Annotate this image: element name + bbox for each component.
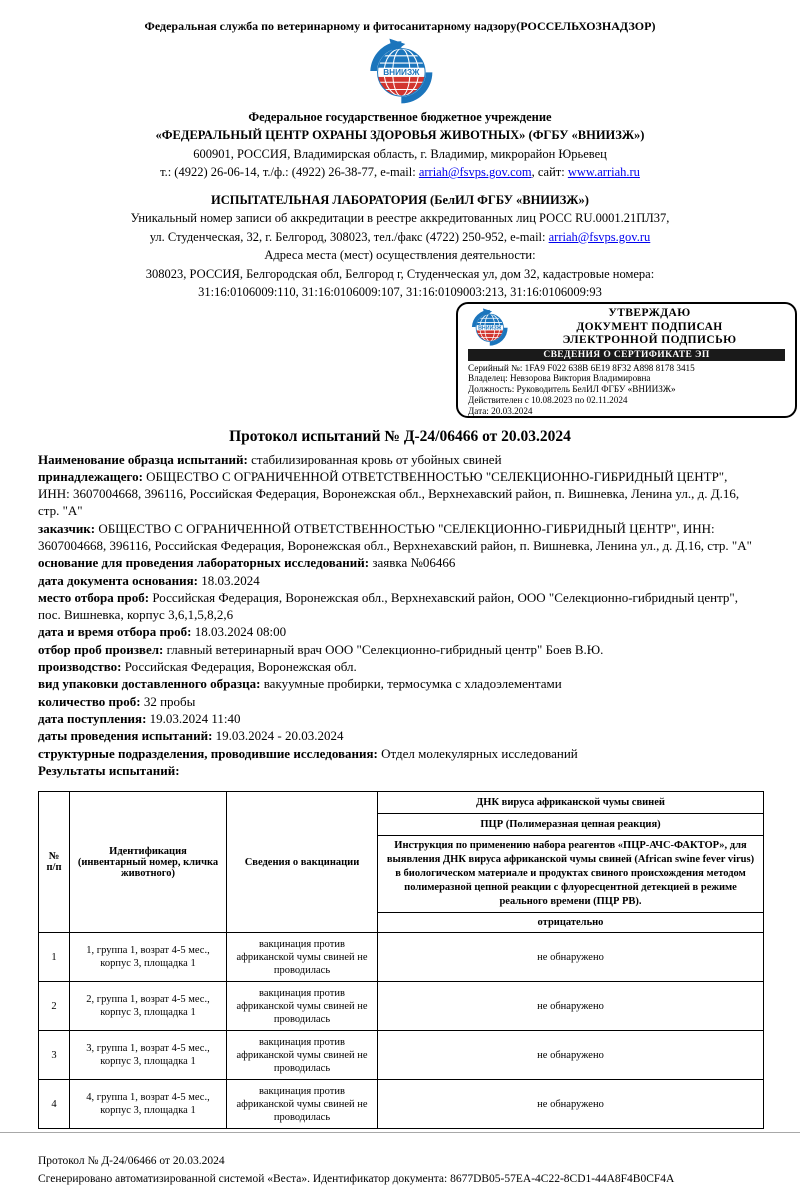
field-label: количество проб: bbox=[38, 693, 141, 709]
field-label: Наименование образца испытаний: bbox=[38, 451, 248, 467]
field-value: заявка №06466 bbox=[369, 555, 456, 571]
stamp-position: Должность: Руководитель БелИЛ ФГБУ «ВНИИЗЖ» bbox=[468, 384, 676, 395]
col-header-test-method-full: Инструкция по применению набора реагентов «ПЦР-АЧС-ФАКТОР», для выявления ДНК вируса африканской чумы свиней (African swine fever virus) в биологическом материале и продуктах свиного происхождения методом полимеразной цепной реакции с флуоресцентной детекцией в режиме реального времени (ПЦР РВ). bbox=[378, 836, 764, 913]
document-field bbox=[38, 554, 762, 571]
stamp-signed-line2: ЭЛЕКТРОННОЙ ПОДПИСЬЮ bbox=[562, 334, 737, 346]
stamp-logo-text: ВНИИЗЖ bbox=[478, 325, 502, 332]
col-header-vaccination: Сведения о вакцинации bbox=[227, 792, 378, 933]
cell-vaccination: вакцинация против африканской чумы свиней не проводилась bbox=[227, 1031, 378, 1080]
document-field bbox=[38, 451, 762, 468]
col-header-test-method-short: ПЦР (Полимеразная цепная реакция) bbox=[378, 814, 764, 836]
field-value: 18.03.2024 bbox=[197, 572, 260, 588]
footer-protocol-number: Протокол № Д-24/06466 от 20.03.2024 bbox=[38, 1155, 225, 1168]
institution-address: 600901, РОССИЯ, Владимирская область, г. Владимир, микрорайон Юрьевец bbox=[193, 146, 607, 161]
field-label: вид упаковки доставленного образца: bbox=[38, 676, 261, 692]
field-value: 18.03.2024 08:00 bbox=[191, 624, 287, 640]
cell-result: не обнаружено bbox=[378, 1080, 764, 1129]
stamp-certificate-bar: СВЕДЕНИЯ О СЕРТИФИКАТЕ ЭП bbox=[468, 349, 785, 361]
document-field bbox=[38, 710, 762, 727]
field-label: дата и время отбора проб: bbox=[38, 624, 192, 640]
lab-email-link[interactable]: arriah@fsvps.gov.ru bbox=[548, 229, 651, 244]
lab-activity-address: 308023, РОССИЯ, Белгородская обл, Белгород г, Студенческая ул, дом 32, кадастровые номера: bbox=[145, 266, 655, 281]
document-field bbox=[38, 641, 762, 658]
lab-address-text: ул. Студенческая, 32, г. Белгород, 308023, тел./факс (4722) 250-952, e-mail: bbox=[149, 229, 549, 244]
footer-generated-info: Сгенерировано автоматизированной системой «Веста». Идентификатор документа: 8677DB05-57EA-4C22-8CD1-44A8F4B0CF4A bbox=[38, 1172, 675, 1185]
cell-result: не обнаружено bbox=[378, 1031, 764, 1080]
stamp-vniizh-logo-icon bbox=[466, 308, 512, 346]
digital-signature-stamp bbox=[456, 302, 797, 418]
field-label: структурные подразделения, проводившие исследования: bbox=[38, 745, 378, 761]
contacts-text: т.: (4922) 26-06-14, т./ф.: (4922) 26-38-77, e-mail: bbox=[160, 165, 419, 179]
document-field bbox=[38, 589, 762, 624]
field-value: Отдел молекулярных исследований bbox=[377, 745, 578, 761]
document-field bbox=[38, 572, 762, 589]
field-value: ОБЩЕСТВО С ОГРАНИЧЕННОЙ ОТВЕТСТВЕННОСТЬЮ "СЕЛЕКЦИОННО-ГИБРИДНЫЙ ЦЕНТР", ИНН: 3607004668, 396116, Российская Федерация, Воронежская обл., Верхнехавский район, п. Вишневка, Ленина ул., д. Д.16, стр. "А" bbox=[38, 468, 740, 519]
field-value: вакуумные пробирки, термосумка с хладоэлементами bbox=[260, 676, 562, 692]
protocol-fields bbox=[38, 451, 762, 780]
cell-result: не обнаружено bbox=[378, 933, 764, 982]
stamp-titles bbox=[512, 307, 787, 348]
institution-website-link[interactable]: www.arriah.ru bbox=[567, 165, 640, 179]
table-row bbox=[39, 1031, 764, 1080]
lab-cadastral-numbers: 31:16:0106009:110, 31:16:0106009:107, 31:16:0109003:213, 31:16:0106009:93 bbox=[198, 285, 602, 299]
cell-num: 3 bbox=[39, 1031, 70, 1080]
stamp-date: Дата: 20.03.2024 bbox=[468, 406, 533, 417]
field-value: 19.03.2024 11:40 bbox=[146, 710, 241, 726]
lab-title: ИСПЫТАТЕЛЬНАЯ ЛАБОРАТОРИЯ (БелИЛ ФГБУ «ВНИИЗЖ») bbox=[211, 192, 589, 207]
stamp-owner: Владелец: Невзорова Виктория Владимировна bbox=[468, 373, 651, 384]
field-value: 19.03.2024 - 20.03.2024 bbox=[212, 728, 344, 744]
field-label: дата документа основания: bbox=[38, 572, 198, 588]
field-label: принадлежащего: bbox=[38, 468, 143, 484]
document-footer bbox=[38, 1153, 762, 1188]
agency-title: Федеральная служба по ветеринарному и фитосанитарному надзору(РОССЕЛЬХОЗНАДЗОР) bbox=[144, 19, 656, 33]
cell-vaccination: вакцинация против африканской чумы свиней не проводилась bbox=[227, 982, 378, 1031]
institution-name: «ФЕДЕРАЛЬНЫЙ ЦЕНТР ОХРАНЫ ЗДОРОВЬЯ ЖИВОТНЫХ» (ФГБУ «ВНИИЗЖ») bbox=[155, 128, 645, 142]
document-field bbox=[38, 727, 762, 744]
results-section-label: Результаты испытаний: bbox=[38, 762, 180, 778]
document-field bbox=[38, 693, 762, 710]
col-header-norm-value: отрицательно bbox=[378, 913, 764, 933]
field-label: даты проведения испытаний: bbox=[38, 728, 213, 744]
field-label: производство: bbox=[38, 659, 122, 675]
cell-vaccination: вакцинация против африканской чумы свиней не проводилась bbox=[227, 933, 378, 982]
institution-contacts bbox=[0, 163, 800, 182]
field-value: Российская Федерация, Воронежская обл. bbox=[121, 659, 357, 675]
field-label: отбор проб произвел: bbox=[38, 641, 164, 657]
col-header-num: № п/п bbox=[39, 792, 70, 933]
field-value: главный ветеринарный врач ООО "Селекционно-гибридный центр" Боев В.Ю. bbox=[163, 641, 604, 657]
table-row bbox=[39, 933, 764, 982]
col-header-identification: Идентификация (инвентарный номер, кличка животного) bbox=[70, 792, 227, 933]
vniizh-globe-logo bbox=[354, 38, 446, 104]
document-field bbox=[38, 658, 762, 675]
stamp-approve-label: УТВЕРЖДАЮ bbox=[608, 307, 691, 319]
document-field bbox=[38, 468, 762, 520]
table-row bbox=[39, 982, 764, 1031]
cell-num: 2 bbox=[39, 982, 70, 1031]
cell-identification: 2, группа 1, возрат 4-5 мес., корпус 3, площадка 1 bbox=[70, 982, 227, 1031]
cell-result: не обнаружено bbox=[378, 982, 764, 1031]
field-value: ОБЩЕСТВО С ОГРАНИЧЕННОЙ ОТВЕТСТВЕННОСТЬЮ "СЕЛЕКЦИОННО-ГИБРИДНЫЙ ЦЕНТР", ИНН: 3607004668, 396116, Российская Федерация, Воронежская обл., Верхнехавский район, п. Вишневка, Ленина ул., д. Д.16, стр. "А" bbox=[38, 520, 752, 553]
cell-num: 4 bbox=[39, 1080, 70, 1129]
stamp-signed-line1: ДОКУМЕНТ ПОДПИСАН bbox=[576, 320, 723, 333]
lab-activity-heading: Адреса места (мест) осуществления деятельности: bbox=[264, 248, 536, 262]
table-header-row bbox=[39, 792, 764, 814]
cell-num: 1 bbox=[39, 933, 70, 982]
field-label: заказчик: bbox=[38, 520, 96, 536]
logo-text: ВНИИЗЖ bbox=[383, 67, 420, 77]
field-label: дата поступления: bbox=[38, 710, 147, 726]
cell-vaccination: вакцинация против африканской чумы свиней не проводилась bbox=[227, 1080, 378, 1129]
document-field bbox=[38, 745, 762, 762]
document-field bbox=[38, 623, 762, 640]
results-table bbox=[38, 791, 764, 1129]
cell-identification: 3, группа 1, возрат 4-5 мес., корпус 3, площадка 1 bbox=[70, 1031, 227, 1080]
field-value: стабилизированная кровь от убойных свиней bbox=[247, 451, 502, 467]
lab-accreditation: Уникальный номер записи об аккредитации в реестре аккредитованных лиц РОСС RU.0001.21ПЛ37, bbox=[130, 211, 670, 225]
document-field bbox=[38, 675, 762, 692]
contacts-text: , сайт: bbox=[531, 165, 568, 179]
protocol-title: Протокол испытаний № Д-24/06466 от 20.03.2024 bbox=[229, 427, 571, 445]
institution-email-link[interactable]: arriah@fsvps.gov.com bbox=[418, 165, 532, 179]
cell-identification: 1, группа 1, возрат 4-5 мес., корпус 3, площадка 1 bbox=[70, 933, 227, 982]
document-field bbox=[38, 520, 762, 555]
stamp-validity: Действителен с 10.08.2023 по 02.11.2024 bbox=[468, 395, 628, 406]
stamp-header bbox=[466, 307, 787, 348]
institution-type: Федеральное государственное бюджетное учреждение bbox=[248, 109, 552, 124]
field-label: основание для проведения лабораторных исследований: bbox=[38, 555, 370, 571]
col-header-test-name: ДНК вируса африканской чумы свиней bbox=[378, 792, 764, 814]
stamp-serial-number: Серийный №: 1FA9 F022 638B 6E19 8F32 A898 8178 3415 bbox=[468, 362, 695, 373]
field-value: Российская Федерация, Воронежская обл., Верхнехавский район, ООО "Селекционно-гибридный центр", пос. Вишневка, корпус 3,6,1,5,8,2,6 bbox=[38, 589, 738, 623]
cell-identification: 4, группа 1, возрат 4-5 мес., корпус 3, площадка 1 bbox=[70, 1080, 227, 1129]
table-row bbox=[39, 1080, 764, 1129]
lab-address bbox=[0, 228, 800, 247]
field-value: 32 пробы bbox=[140, 693, 196, 709]
field-label: место отбора проб: bbox=[38, 589, 150, 605]
